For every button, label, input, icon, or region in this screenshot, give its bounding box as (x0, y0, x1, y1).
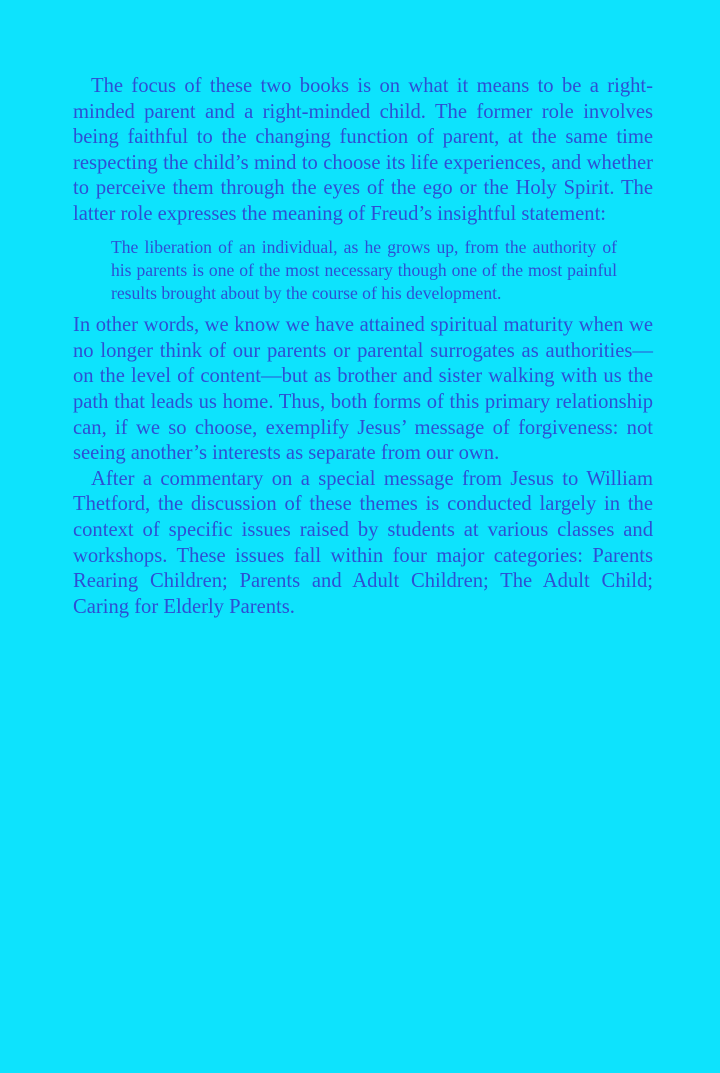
maturity-paragraph: In other words, we know we have attained spiritual maturity when we no longer think of our parents or parental surrogates as authorities—on the level of content—but as brother and sister walking with us the path that leads us home. Thus, both forms of this primary relationship can, if we so choose, exemplify Jesus’ message of forgiveness: not seeing another’s interests as separate from our own. (73, 314, 653, 465)
commentary-paragraph: After a commentary on a special message from Jesus to William Thetford, the discussion of these themes is conducted largely in the context of specific issues raised by students at various classes and workshops. These issues fall within four major categories: Parents Rearing Children; Parents and Adult Children; The Adult Child; Caring for Elderly Parents. (73, 467, 653, 618)
freud-quote: The liberation of an individual, as he grows up, from the authority of his parents is one of the most necessary though one of the most painful results brought about by the course of his development. (111, 236, 617, 303)
text-page (73, 74, 653, 620)
intro-paragraph: The focus of these two books is on what it means to be a right-minded parent and a right-minded child. The former role involves being faithful to the changing function of parent, at the same time respecting the child’s mind to choose its life experiences, and whether to perceive them through the eyes of the ego or the Holy Spirit. The latter role expresses the meaning of Freud’s insightful statement: (73, 75, 653, 225)
